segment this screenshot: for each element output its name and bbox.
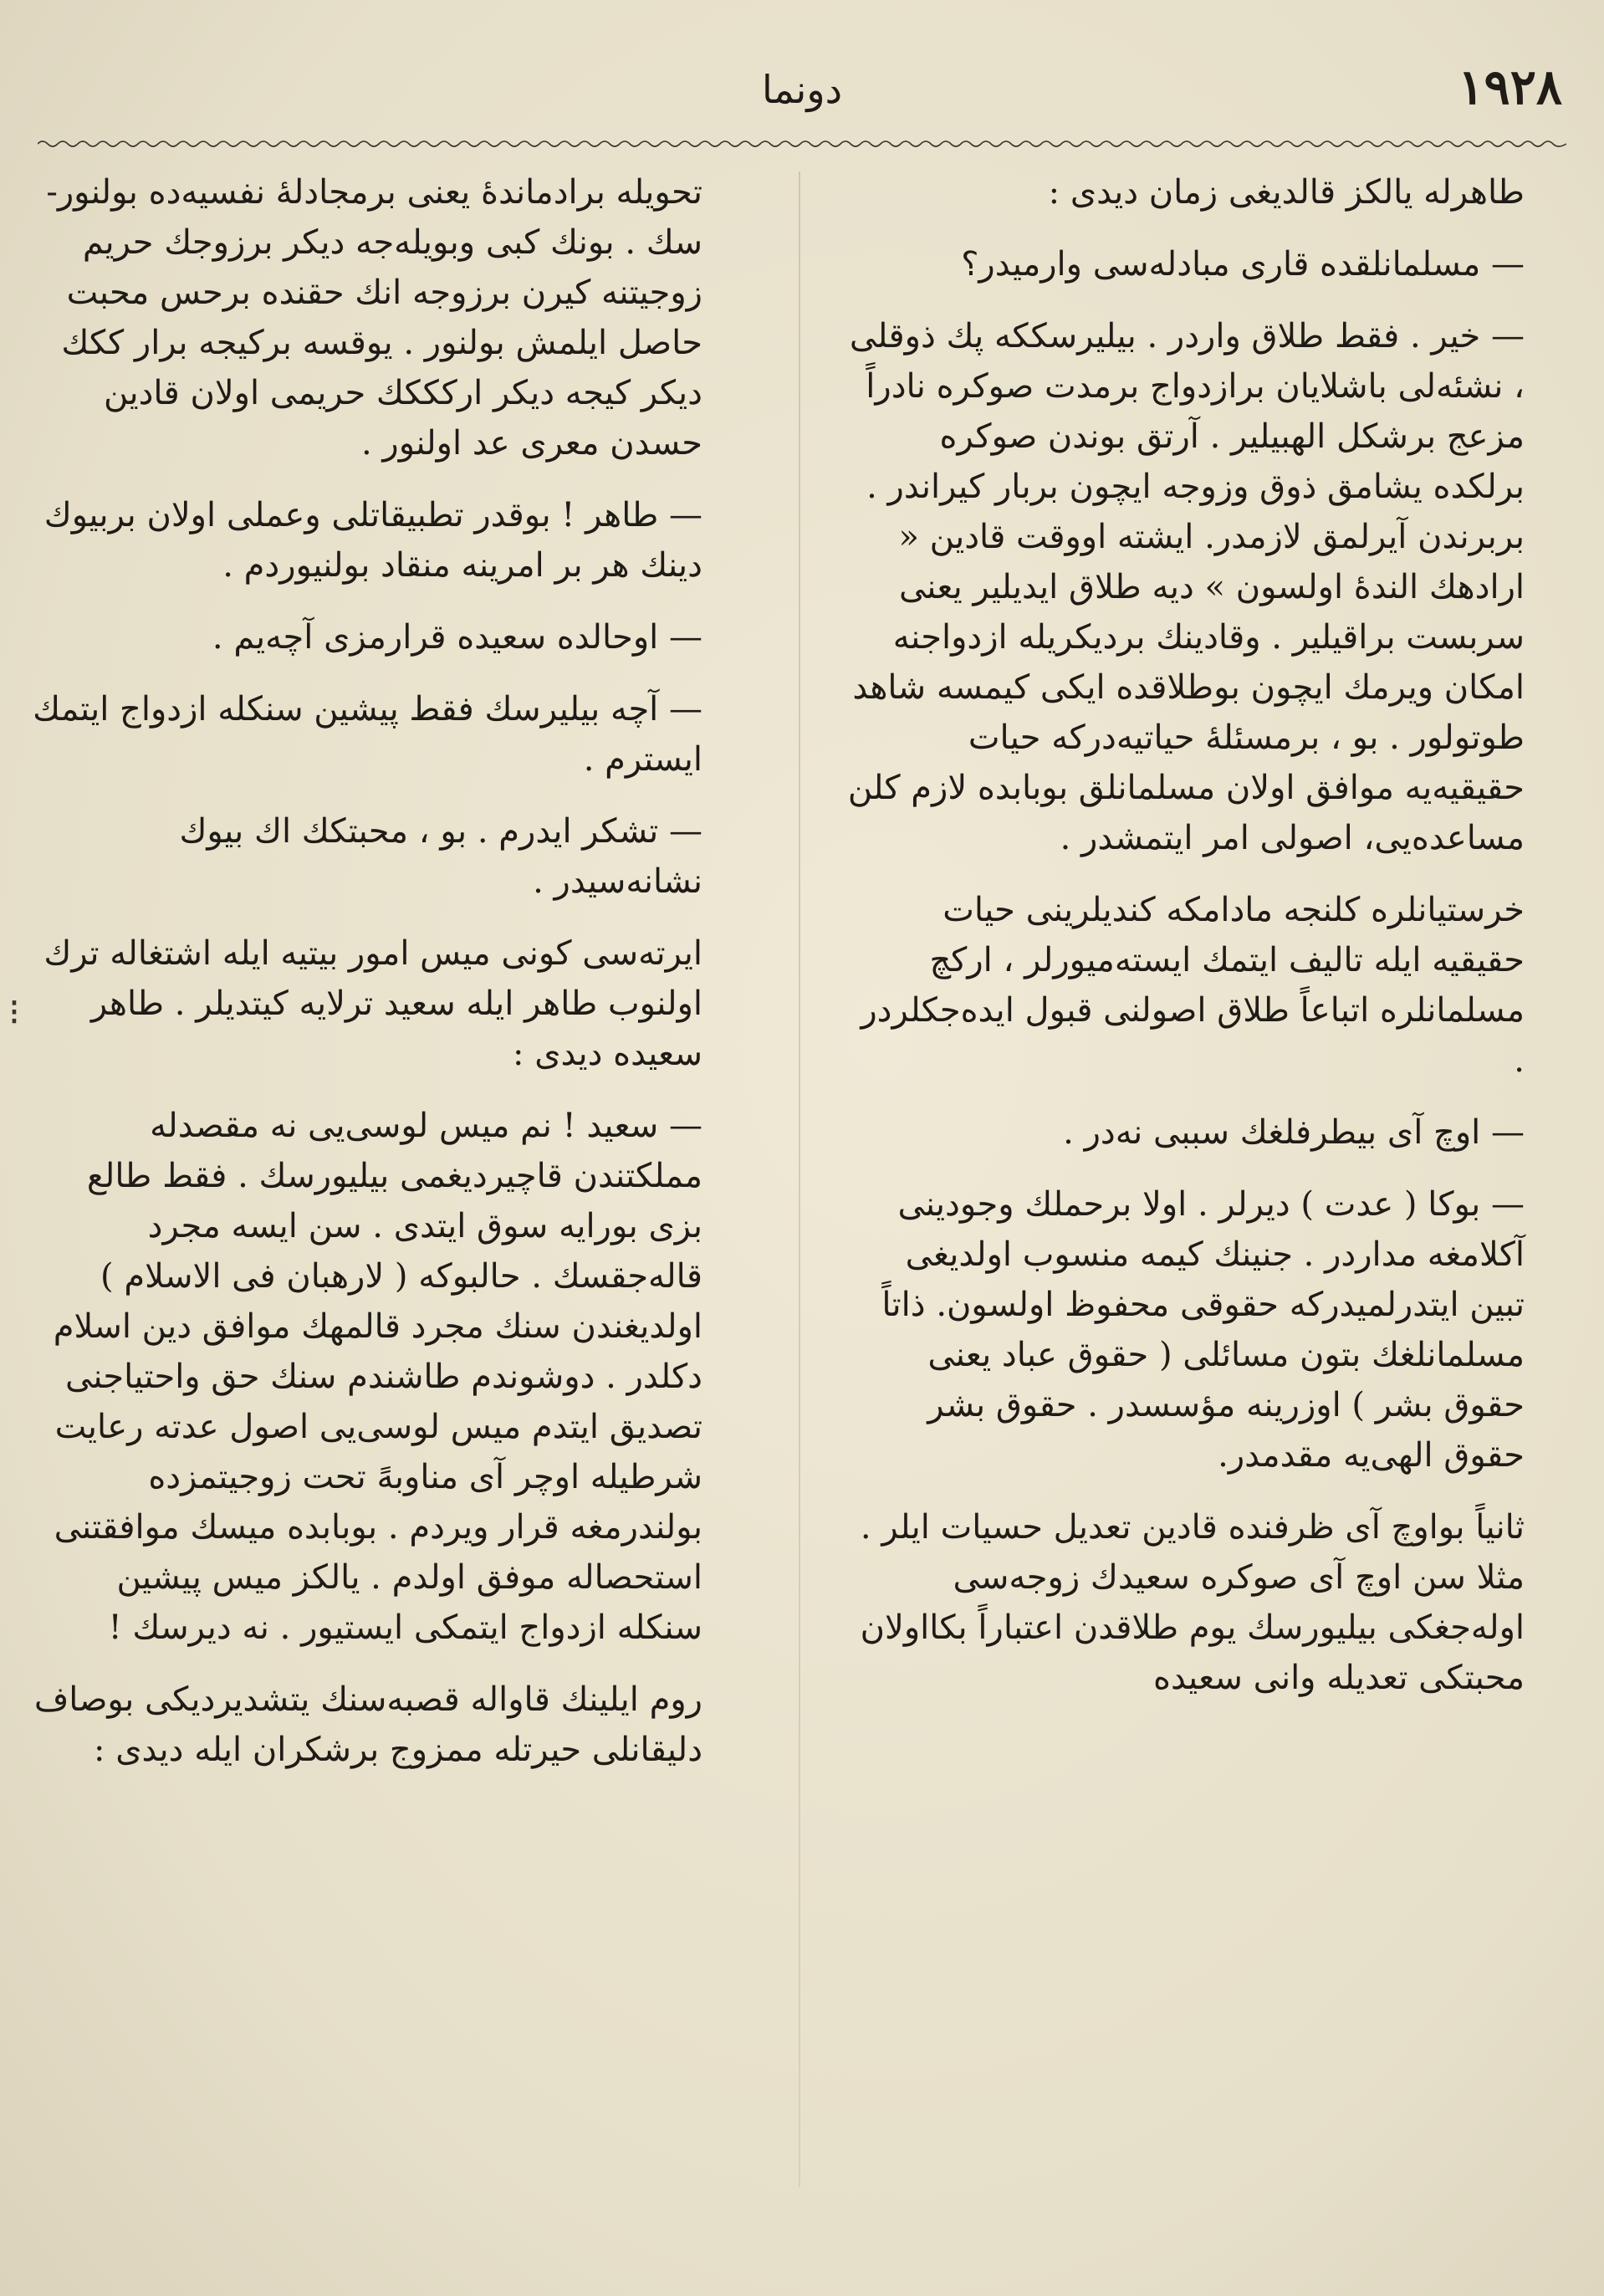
left-paragraph: — سعيد ! نم ميس لوسى‌يى نه مقصدله مملكتندن قاچيرديغمى بيليورسك . فقط طالع بزى بورايه سوق ايتدى . سن ايسه مجرد قاله‌جقسك . حالبوكه ( لارهبان فى الاسلام ) اولديغندن سنك مجرد قالمهك موافق دين اسلام دكلدر . دوشوندم طاشندم سنك حق واحتياجنى تصديق ايتدم ميس لوسى‌يى اصول عدته رعايت شرطيله اوچر آى مناوبهً تحت زوجيتمزده بولندرمغه قرار ويردم . بوبابده ميسك موافقتنى استحصاله موفق اولدم . يالكز ميس پيشين سنكله ازدواج ايتمكى ايستيور . نه ديرسك ! [53,1107,702,1647]
right-paragraph: — مسلمانلقده قارى مبادله‌سى وارميدر؟ [961,245,1525,284]
left-paragraph: تحويله برادماندهٔ يعنى برمجادلهٔ نفسيه‌ده بولنور- سك . بونك كبى وبويله‌جه ديكر برزوجك حريم زوجيتنه كيرن برزوجه انك حقنده برحس محبت حاصل ايلمش بولنور . يوقسه بركيجه برار ككك ديكر كيجه ديكر اركككك حريمى اولان قادين حسدن معرى عد اولنور . [46,173,702,463]
left-paragraph: — طاهر ! بوقدر تطبيقاتلى وعملى اولان بربيوك دينك هر بر امرينه منقاد بولنيوردم . [43,496,702,585]
left-column [25,167,702,1797]
left-paragraph: — تشكر ايدرم . بو ، محبتكك اك بيوك نشانه‌سيدر . [179,812,702,901]
right-column [847,167,1525,1725]
wavy-divider-icon [38,138,1566,150]
right-paragraph: — خير . فقط طلاق واردر . بيليرسككه پك ذوقلى ، نشئه‌لى باشلايان برازدواج برمدت صوكره نادراً مزعج برشكل الهبيلير . آرتق بوندن صوكره برلكده يشامق ذوق وزوجه ايچون بربار كيراندر . بربرندن آيرلمق لازمدر. ايشته اووقت قادين « ارادهك الندهٔ اولسون » ديه طلاق ايديلير يعنى سربست براقيلير . وقادينك برديكريله ازدواجنه امكان ويرمك ايچون بوطلاقده ايكى كيمسه شاهد طوتولور . بو ، برمسئلهٔ حياتيه‌دركه حيات حقيقيه‌يه موافق اولان مسلمانلق بوبابده لازم كلن مساعده‌يى، اصولى امر ايتمشدر . [847,317,1525,857]
right-paragraph: طاهرله يالكز قالديغى زمان ديدى : [1048,173,1525,212]
left-paragraph: ايرته‌سى كونى ميس امور بيتيه ايله اشتغاله ترك اولنوب طاهر ايله سعيد ترلايه كيتديلر . طاهر سعيده ديدى : [43,934,702,1073]
left-paragraph: روم ايلينك قاواله قصبه‌سنك يتشديرديكى بوصاف دليقانلى حيرتله ممزوج برشكران ايله ديدى : [33,1680,702,1769]
right-paragraph: ثانياً بواوچ آى ظرفنده قادين تعديل حسيات ايلر . مثلا سن اوچ آى صوكره سعيدك زوجه‌سى اوله‌جغكى بيليورسك يوم طلاقدن اعتباراً بكااولان محبتكى تعديله وانى سعيده [860,1508,1525,1697]
column-gutter [799,171,800,2187]
page-header [42,59,1562,134]
left-paragraph: — اوحالده سعيده قرارمزى آچه‌يم . [212,618,702,657]
right-paragraph: خرستيانلره كلنجه مادامكه كنديلرينى حيات حقيقيه ايله تاليف ايتمك ايسته‌ميورلر ، اركچ مسلمانلره اتباعاً طلاق اصولنى قبول ايده‌جكلردر . [861,891,1525,1080]
margin-bracket-icon: ⁝ [8,991,20,1034]
header-rule [38,138,1566,150]
right-paragraph: — بوكا ( عدت ) ديرلر . اولا برحملك وجودينى آكلامغه مداردر . جنينك كيمه منسوب اولديغى تبين ايتدرلميدركه حقوقى محفوظ اولسون. ذاتاً مسلمانلغك بتون مسائلى ( حقوق عباد يعنى حقوق بشر ) اوزرينه مؤسسدر . حقوق بشر حقوق الهى‌يه مقدمدر. [881,1185,1525,1475]
right-paragraph: — اوچ آى بيطرفلغك سببى نه‌در . [1063,1113,1525,1152]
left-paragraph: — آچه بيليرسك فقط پيشين سنكله ازدواج ايتمك ايسترم . [33,690,702,779]
page-number: ١٩٢٨ [1458,59,1562,115]
running-title: دونما [761,67,843,112]
